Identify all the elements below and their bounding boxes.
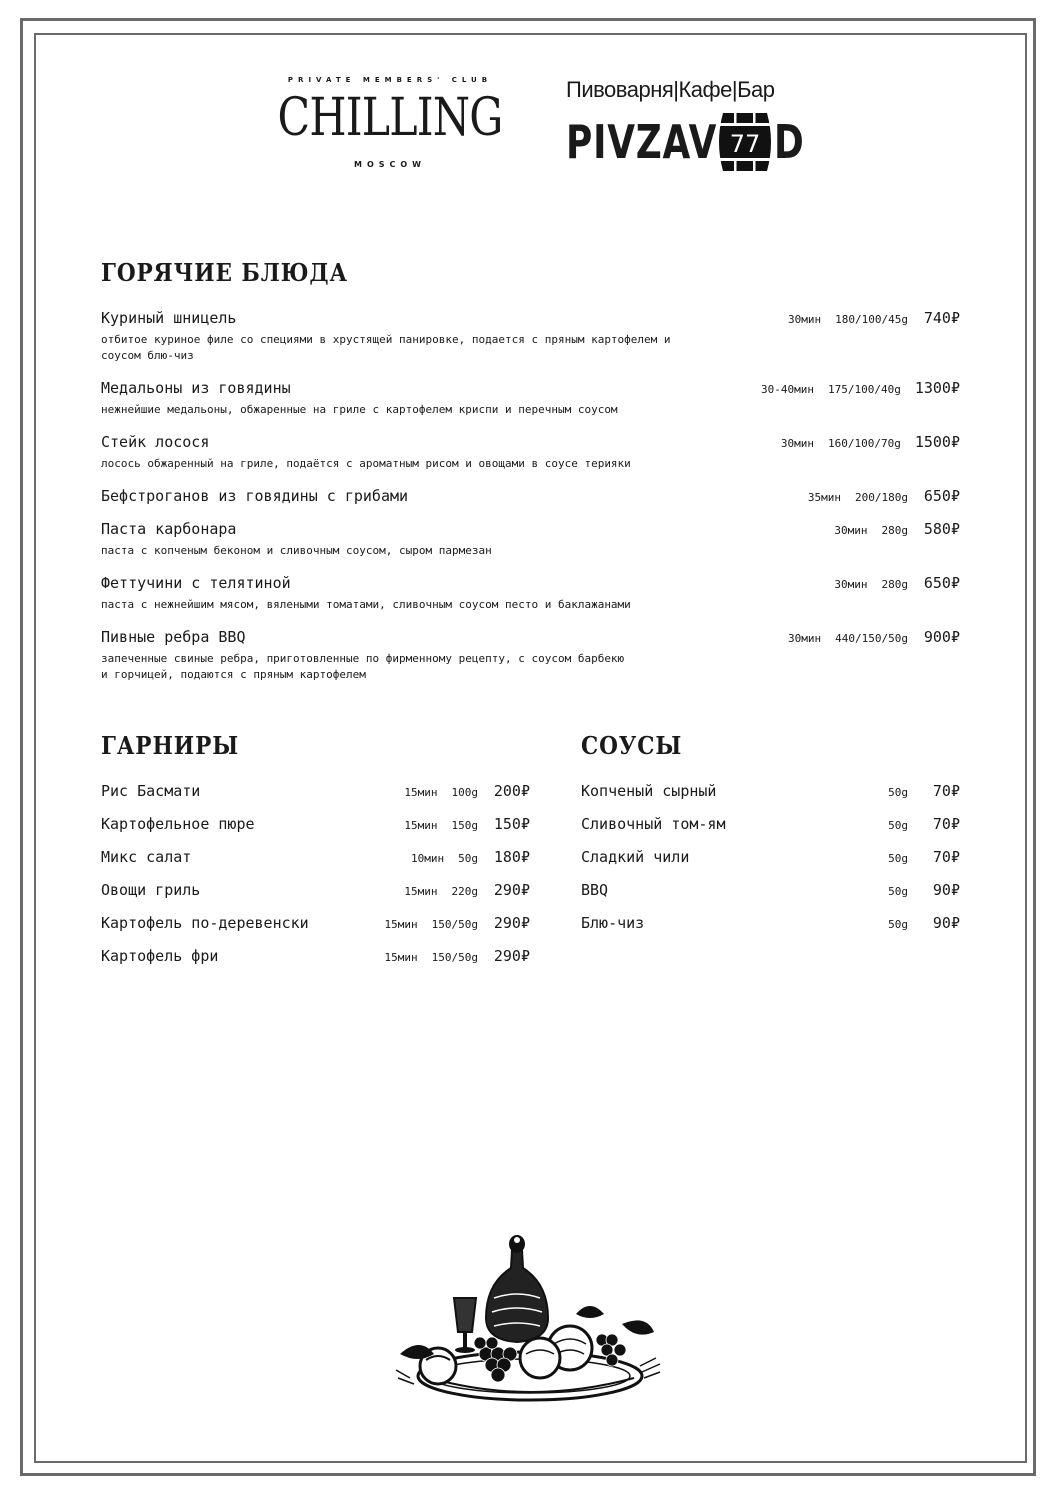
menu-item [101,848,191,866]
dish-name: Картофельное пюре [101,815,255,833]
dish-meta [404,881,530,899]
dish-meta [788,628,960,646]
cook-time: 30мин [780,437,814,450]
portion-weight: 200/180g [855,491,908,504]
menu-item [101,914,309,932]
menu-item [581,815,726,833]
dish-name: Стейк лосося [101,433,210,451]
price: 70₽ [932,848,960,866]
cook-time: 30мин [788,632,822,645]
dish-name: Бефстроганов из говядины с грибами [101,487,409,505]
sauce-name: Копченый сырный [581,782,717,800]
brewery-name-end: D [774,115,804,169]
cook-time: 30-40мин [761,383,814,396]
menu-item [101,309,236,327]
sauce-name: Сливочный том-ям [581,815,726,833]
price: 290₽ [493,881,530,899]
price: 290₽ [493,947,530,965]
cook-time: 15мин [404,786,438,799]
barrel-number: 77 [729,130,761,158]
brewery-name: PIVZAV [566,115,718,169]
portion-weight: 150/50g [431,951,478,964]
dish-name: Паста карбонара [101,520,237,538]
dish-meta [834,520,960,538]
cook-time: 15мин [404,819,438,832]
sides-title: ГАРНИРЫ [101,731,240,760]
dish-meta [404,782,530,800]
portion-weight: 50g [888,786,908,799]
dish-description: паста с копченым беконом и сливочным соусом, сыром пармезан [101,544,492,557]
portion-weight: 220g [451,885,478,898]
sauce-meta [888,782,960,800]
brewery-wordmark [566,111,816,171]
portion-weight: 440/150/50g [835,632,908,645]
price: 290₽ [493,914,530,932]
hot-dishes-title: ГОРЯЧИЕ БЛЮДА [101,258,348,287]
portion-weight: 50g [458,852,478,865]
pivzavod-logo [566,77,816,171]
cook-time: 30мин [834,524,868,537]
portion-weight: 180/100/45g [835,313,908,326]
dish-name: Куриный шницель [101,309,237,327]
dish-name: Феттучини с телятиной [101,574,291,592]
dish-name: Картофель фри [101,947,219,965]
dish-meta [781,433,960,451]
dish-meta [385,947,530,965]
dish-description: отбитое куриное филе со специями в хрустящей панировке, подается с пряным картофелем и соусом блю-чиз [101,333,671,362]
sauce-meta [888,881,960,899]
sauce-name: Сладкий чили [581,848,690,866]
sauce-meta [888,914,960,932]
price: 1300₽ [914,379,960,397]
portion-weight: 160/100/70g [827,437,901,450]
portion-weight: 100g [451,786,478,799]
menu-item [581,914,644,932]
portion-weight: 50g [888,819,908,832]
dish-name: Картофель по-деревенски [101,914,309,932]
sauces-title: СОУСЫ [581,731,683,760]
price: 70₽ [932,782,960,800]
price: 900₽ [923,628,960,646]
cook-time: 15мин [384,918,418,931]
dish-name: Микс салат [101,848,192,866]
dish-name: Пивные ребра BBQ [101,628,246,646]
dish-meta [788,309,960,327]
menu-item [101,520,236,538]
menu-item [101,379,291,397]
menu-item [101,782,200,800]
dish-meta [411,848,530,866]
price: 90₽ [932,881,960,899]
portion-weight: 150g [451,819,478,832]
price: 70₽ [932,815,960,833]
price: 650₽ [923,487,960,505]
dish-name: Овощи гриль [101,881,201,899]
portion-weight: 280g [881,578,908,591]
dish-meta [834,574,960,592]
price: 200₽ [493,782,530,800]
club-city: MOSCOW [353,160,427,169]
portion-weight: 280g [881,524,908,537]
dish-meta [808,487,960,505]
price: 1500₽ [914,433,960,451]
dish-description: лосось обжаренный на гриле, подаётся с ароматным рисом и овощами в соусе терияки [101,457,631,470]
dish-description: запеченные свиные ребра, приготовленные по фирменному рецепту, с соусом барбекю и горчицей, подаются с пряным картофелем [101,652,625,681]
dish-meta [404,815,530,833]
chilling-logo [250,76,530,169]
menu-item [101,815,255,833]
cook-time: 35мин [807,491,842,504]
menu-item [581,881,608,899]
brewery-tagline: Пивоварня|Кафе|Бар [566,77,775,102]
dish-meta [761,379,960,397]
cook-time: 30мин [834,578,868,591]
price: 650₽ [923,574,960,592]
sauce-meta [888,848,960,866]
menu-item [581,848,689,866]
sauce-name: BBQ [581,881,609,899]
dish-description: нежнейшие медальоны, обжаренные на гриле с картофелем криспи и перечным соусом [101,403,618,416]
menu-item [581,782,716,800]
price: 150₽ [493,815,530,833]
menu-item [101,487,408,505]
cook-time: 15мин [384,951,418,964]
menu-item [101,881,200,899]
dish-description: паста с нежнейшим мясом, вялеными томатами, сливочным соусом песто и баклажанами [101,598,631,611]
portion-weight: 175/100/40g [827,383,901,396]
price: 90₽ [932,914,960,932]
dish-meta [385,914,530,932]
still-life-illustration [390,1228,670,1408]
menu-item [101,574,291,592]
portion-weight: 150/50g [431,918,478,931]
club-name: CHILLING [277,88,503,148]
dish-name: Медальоны из говядины [101,379,291,397]
club-tagline: PRIVATE MEMBERS' CLUB [287,76,493,84]
cook-time: 30мин [788,313,822,326]
menu-item [101,628,246,646]
portion-weight: 50g [888,918,908,931]
portion-weight: 50g [888,852,908,865]
dish-name: Рис Басмати [101,782,201,800]
menu-item [101,433,209,451]
price: 180₽ [493,848,530,866]
sauce-meta [888,815,960,833]
cook-time: 15мин [404,885,438,898]
price: 580₽ [923,520,960,538]
price: 740₽ [923,309,960,327]
sauce-name: Блю-чиз [581,914,645,932]
menu-item [101,947,218,965]
barrel-icon [715,111,775,173]
portion-weight: 50g [888,885,908,898]
cook-time: 10мин [411,852,445,865]
